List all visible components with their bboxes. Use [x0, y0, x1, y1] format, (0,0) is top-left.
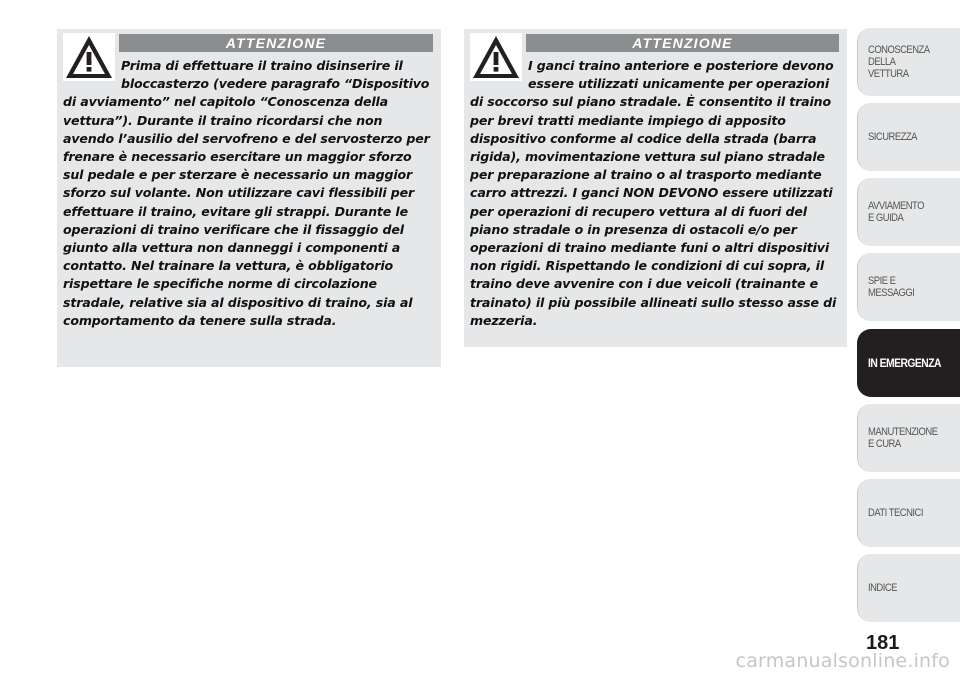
warning-box-tow-hooks	[464, 29, 847, 347]
warning-header: ATTENZIONE	[119, 34, 433, 52]
tab-sicurezza[interactable]	[857, 103, 960, 171]
tab-label: DATI TECNICI	[868, 507, 923, 519]
warning-text: Prima di effettuare il traino disinserire il bloccasterzo (vedere paragrafo “Dispositivo di avviamento” nel capitolo “Conoscenza della vettura”). Durante il traino ricordarsi che non avendo l’ausilio del servofreno e del servosterzo per frenare è necessario esercitare un maggior sforzo sul pedale e per sterzare è necessario un maggior sforzo sul volante. Non utilizzare cavi flessibili per effettuare il traino, evitare gli strappi. Durante le operazioni di traino verificare che il fissaggio del giunto alla vettura non danneggi i componenti a contatto. Nel trainare la vettura, è obbligatorio rispettare le specifiche norme di circolazione stradale, relative sia al dispositivo di traino, sia al comportamento da tenere sulla strada.	[63, 58, 430, 328]
tab-label: MANUTENZIONE E CURA	[868, 426, 938, 450]
tab-label: AVVIAMENTO E GUIDA	[868, 200, 924, 224]
warning-box-towing	[57, 29, 441, 367]
tab-avviamento-e-guida[interactable]	[857, 178, 960, 246]
tab-in-emergenza[interactable]	[857, 329, 960, 397]
warning-text: I ganci traino anteriore e posteriore devono essere utilizzati unicamente per operazioni di soccorso sul piano stradale. È consentito il traino per brevi tratti mediante impiego di apposito dispositivo conforme al codice della strada (barra rigida), movimentazione vettura sul piano stradale per preparazione al traino o al trasporto mediante carro attrezzi. I ganci NON DEVONO essere utilizzati per operazioni di recupero vettura al di fuori del piano stradale o in presenza di ostacoli e/o per operazioni di traino mediante funi o altri dispositivi non rigidi. Rispettando le condizioni di cui sopra, il traino deve avvenire con i due veicoli (trainante e trainato) il più possibile allineati sullo stesso asse di mezzeria.	[470, 58, 837, 328]
tab-indice[interactable]	[857, 554, 960, 622]
tab-label: CONOSCENZA DELLA VETTURA	[868, 44, 930, 80]
tab-label: SPIE E MESSAGGI	[868, 275, 915, 299]
tab-dati-tecnici[interactable]	[857, 479, 960, 547]
page-number: 181	[866, 632, 900, 654]
tab-label: INDICE	[868, 582, 897, 594]
tab-conoscenza-della-vettura[interactable]	[857, 28, 960, 96]
warning-triangle-icon	[63, 33, 115, 81]
watermark: carmanualsonline.info	[735, 650, 950, 672]
warning-header: ATTENZIONE	[526, 34, 839, 52]
tab-label: IN EMERGENZA	[868, 356, 941, 370]
tab-spie-e-messaggi[interactable]	[857, 253, 960, 321]
tab-manutenzione-e-cura[interactable]	[857, 404, 960, 472]
warning-triangle-icon	[470, 33, 522, 81]
tab-label: SICUREZZA	[868, 131, 917, 143]
